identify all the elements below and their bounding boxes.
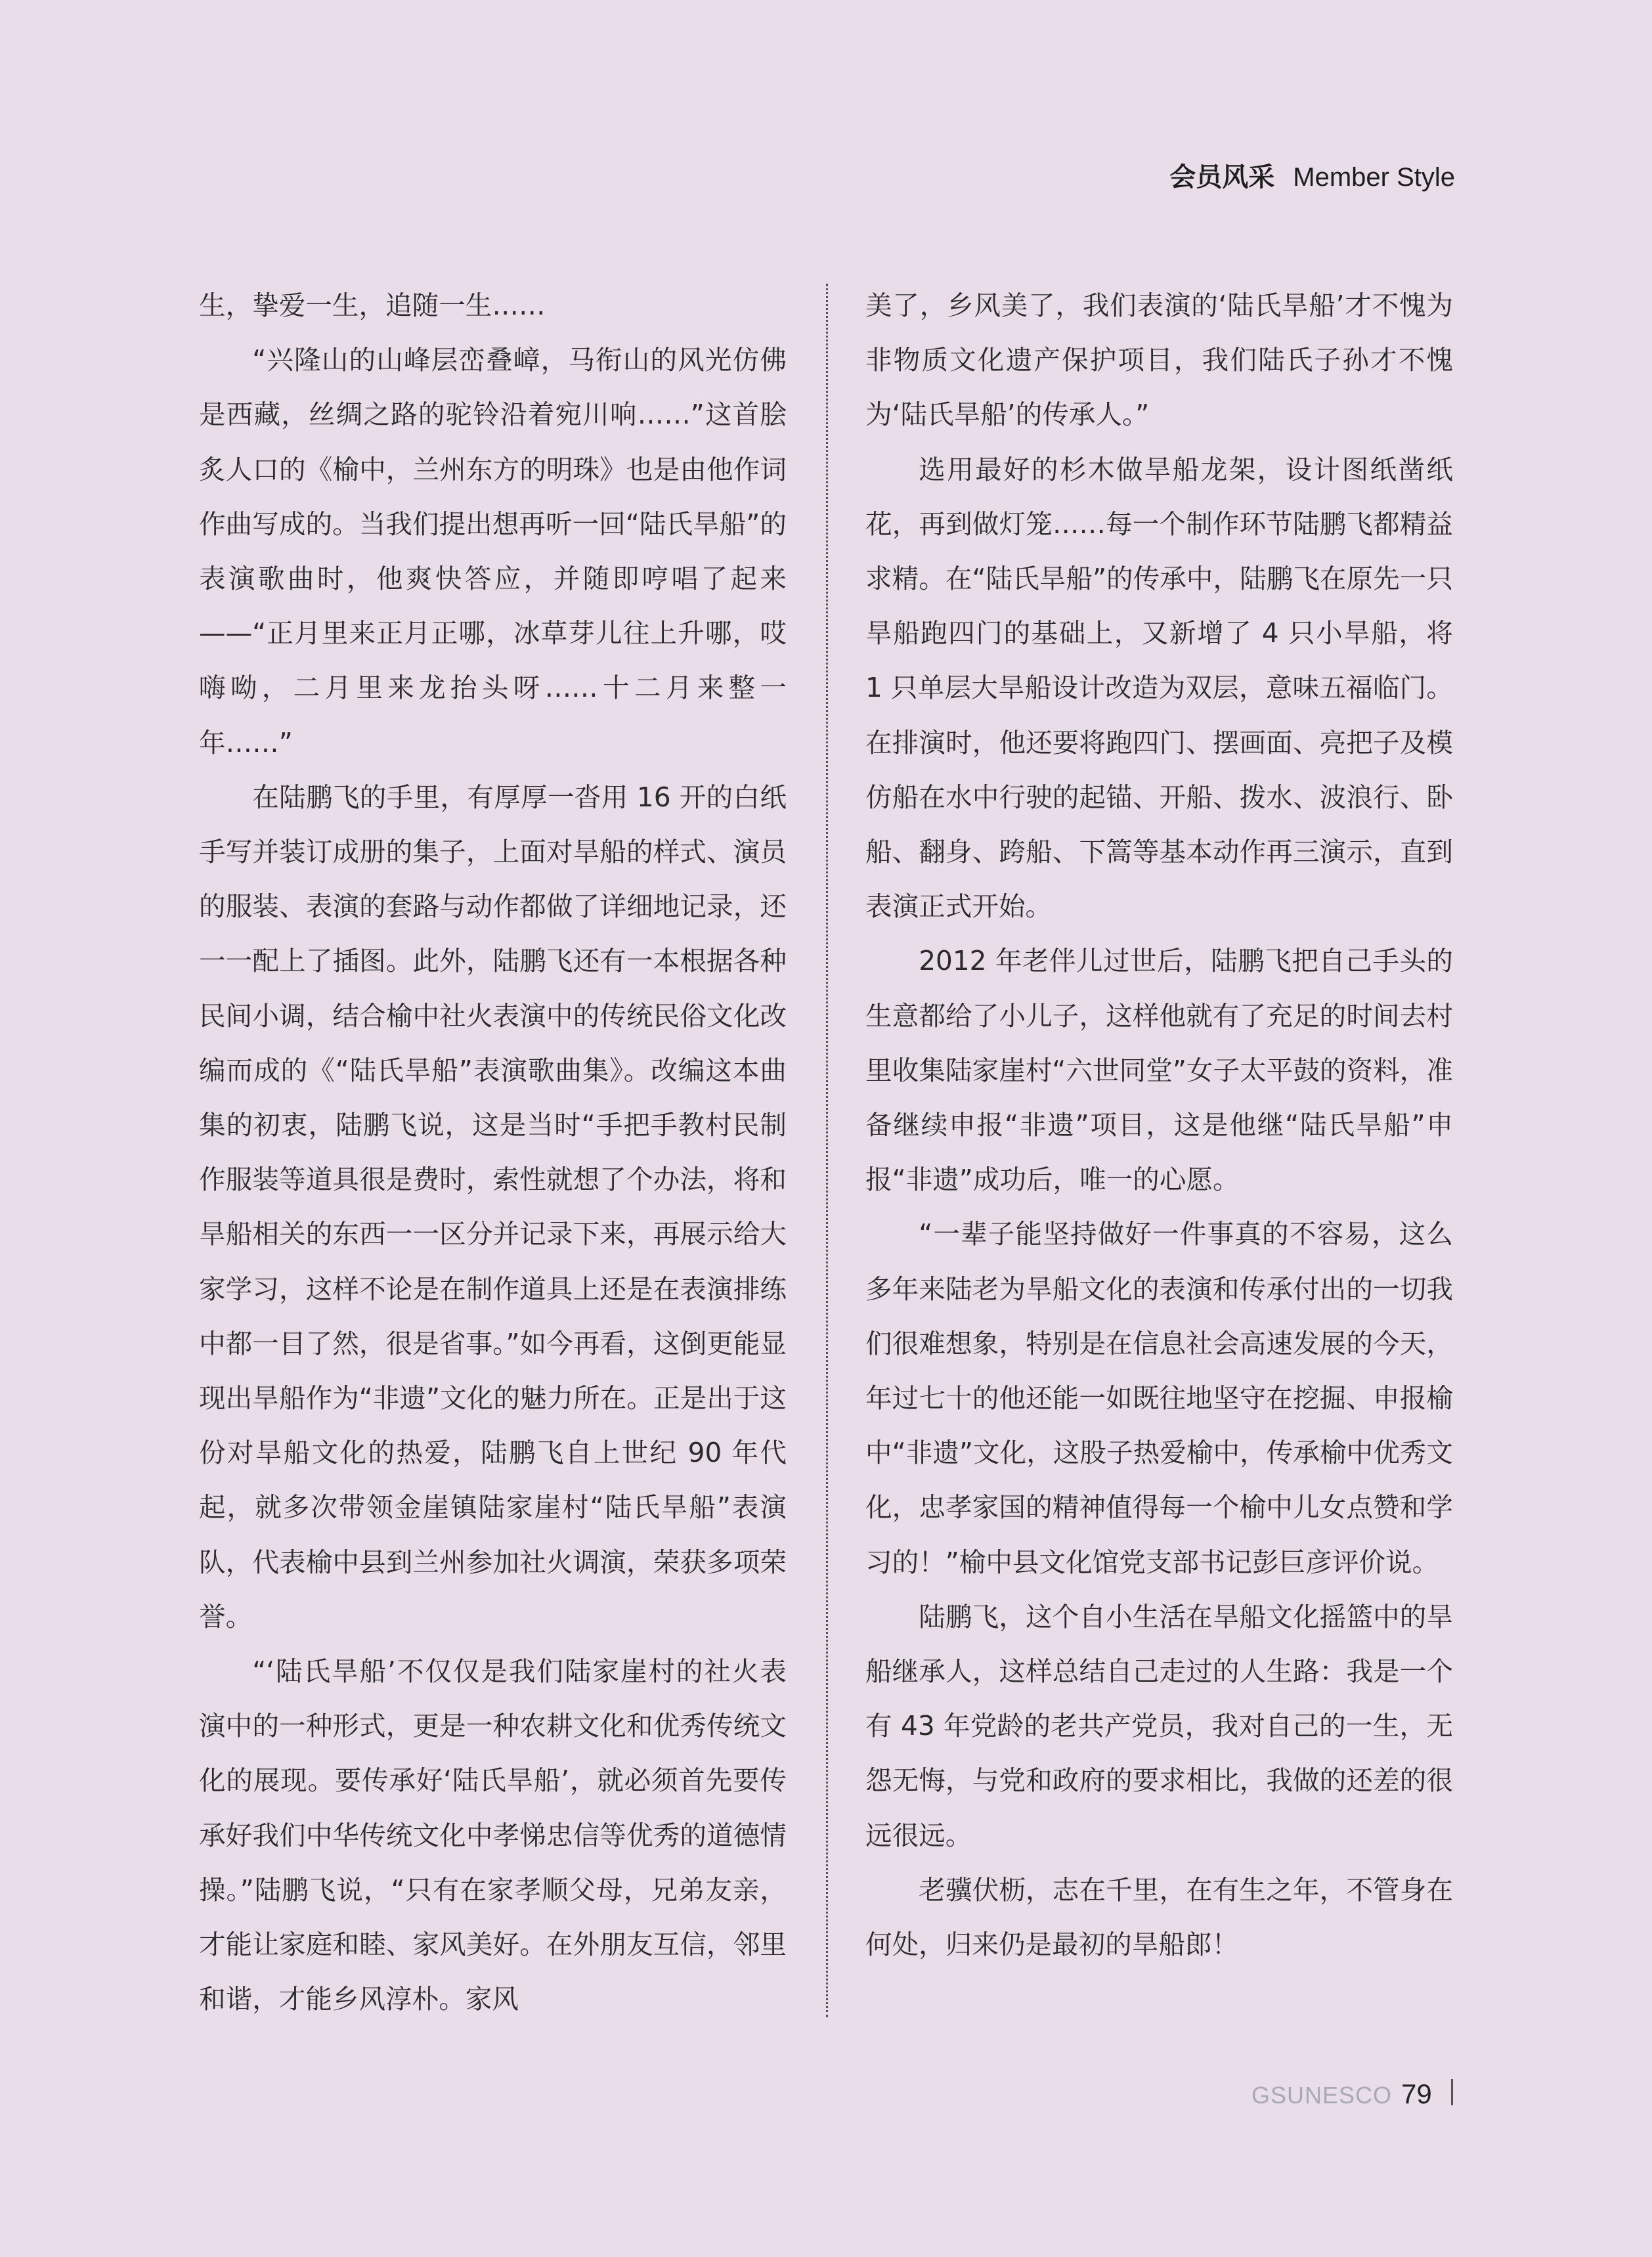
paragraph: 2012 年老伴儿过世后，陆鹏飞把自己手头的生意都给了小儿子，这样他就有了充足的时间去村里收集陆家崖村“六世同堂”女子太平鼓的资料，准备继续申报“非遗”项目，这是他继“陆氏旱船”申报“非遗”成功后，唯一的心愿。: [865, 945, 1453, 1196]
paragraph: “‘陆氏旱船’不仅仅是我们陆家崖村的社火表演中的一种形式，更是一种农耕文化和优秀传统文化的展现。要传承好‘陆氏旱船’，就必须首先要传承好我们中华传统文化中孝悌忠信等优秀的道德情操。”陆鹏飞说，“只有在家孝顺父母，兄弟友亲，才能让家庭和睦、家风美好。在外朋友互信，邻里和谐，才能乡风淳朴。家风: [199, 1655, 787, 2015]
paragraph: 老骥伏枥，志在千里，在有生之年，不管身在何处，归来仍是最初的旱船郎！: [865, 1874, 1453, 1961]
paragraph: “兴隆山的山峰层峦叠嶂，马衔山的风光仿佛是西藏，丝绸之路的驼铃沿着宛川响……”这首脍炙人口的《榆中，兰州东方的明珠》也是由他作词作曲写成的。当我们提出想再听一回“陆氏旱船”的表演歌曲时，他爽快答应，并随即哼唱了起来——“正月里来正月正哪，冰草芽儿往上升哪，哎嗨呦，二月里来龙抬头呀……十二月来整一年……”: [199, 344, 787, 758]
section-header: [1169, 164, 1455, 190]
page-footer: [1251, 2080, 1432, 2108]
paragraph: 美了，乡风美了，我们表演的‘陆氏旱船’才不愧为非物质文化遗产保护项目，我们陆氏子孙才不愧为‘陆氏旱船’的传承人。”: [865, 290, 1453, 431]
journal-name: GSUNESCO: [1251, 2082, 1393, 2109]
section-title-en: Member Style: [1293, 163, 1455, 192]
section-title-cn: 会员风采: [1169, 162, 1275, 192]
right-column: [865, 278, 1453, 1972]
paragraph: 选用最好的杉木做旱船龙架，设计图纸凿纸花，再到做灯笼……每一个制作环节陆鹏飞都精益求精。在“陆氏旱船”的传承中，陆鹏飞在原先一只旱船跑四门的基础上，又新增了 4 只小旱船，将 1 只单层大旱船设计改造为双层，意味五福临门。在排演时，他还要将跑四门、摆画面、亮把子及模仿船在水中行驶的起锚、开船、拨水、波浪行、卧船、翻身、跨船、下篙等基本动作再三演示，直到表演正式开始。: [865, 453, 1453, 923]
paragraph: 生，挚爱一生，追随一生……: [199, 290, 546, 321]
paragraph: 在陆鹏飞的手里，有厚厚一沓用 16 开的白纸手写并装订成册的集子，上面对旱船的样式、演员的服装、表演的套路与动作都做了详细地记录，还一一配上了插图。此外，陆鹏飞还有一本根据各种民间小调，结合榆中社火表演中的传统民俗文化改编而成的《“陆氏旱船”表演歌曲集》。改编这本曲集的初衷，陆鹏飞说，这是当时“手把手教村民制作服装等道具很是费时，索性就想了个办法，将和旱船相关的东西一一区分并记录下来，再展示给大家学习，这样不论是在制作道具上还是在表演排练中都一目了然，很是省事。”如今再看，这倒更能显现出旱船作为“非遗”文化的魅力所在。正是出于这份对旱船文化的热爱，陆鹏飞自上世纪 90 年代起，就多次带领金崖镇陆家崖村“陆氏旱船”表演队，代表榆中县到兰州参加社火调演，荣获多项荣誉。: [199, 781, 787, 1632]
column-divider: [826, 284, 828, 2017]
paragraph: 陆鹏飞，这个自小生活在旱船文化摇篮中的旱船继承人，这样总结自己走过的人生路：我是一个有 43 年党龄的老共产党员，我对自己的一生，无怨无悔，与党和政府的要求相比，我做的还差的很远很远。: [865, 1600, 1453, 1851]
footer-bar: [1451, 2079, 1453, 2105]
paragraph: “一辈子能坚持做好一件事真的不容易，这么多年来陆老为旱船文化的表演和传承付出的一切我们很难想象，特别是在信息社会高速发展的今天，年过七十的他还能一如既往地坚守在挖掘、申报榆中“非遗”文化，这股子热爱榆中，传承榆中优秀文化，忠孝家国的精神值得每一个榆中儿女点赞和学习的！”榆中县文化馆党支部书记彭巨彦评价说。: [865, 1218, 1453, 1578]
left-column: [199, 278, 787, 2027]
page-number: 79: [1401, 2078, 1432, 2109]
